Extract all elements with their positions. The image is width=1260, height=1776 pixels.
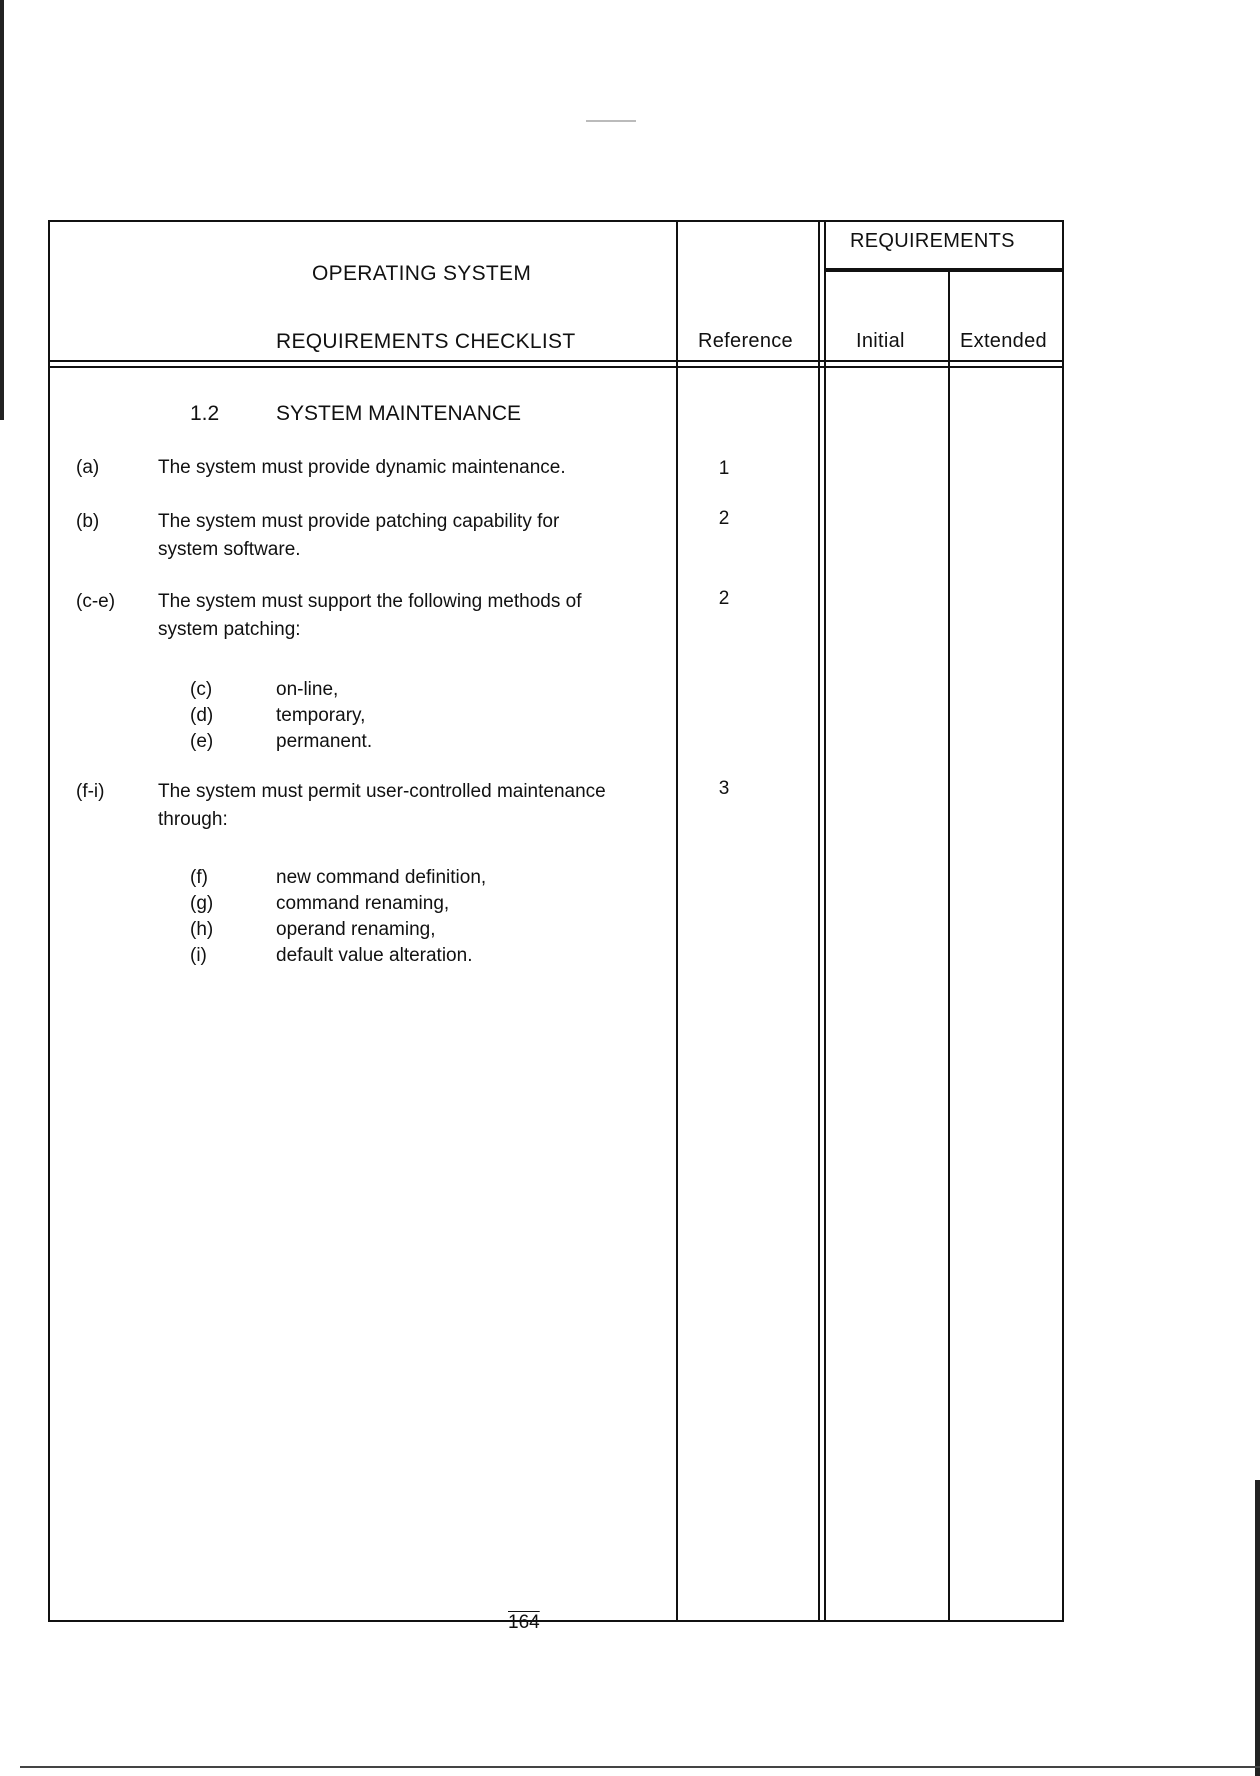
header-bottom-rule-b (50, 366, 1062, 368)
item-text-line: The system must permit user-controlled maintenance (158, 781, 606, 802)
item-label: (f-i) (76, 781, 105, 802)
initial-column-header: Initial (856, 330, 905, 352)
scan-bottom-line (20, 1766, 1260, 1768)
subitem-text: new command definition, (276, 867, 487, 888)
item-text-line: system software. (158, 539, 301, 560)
table-title-line2: REQUIREMENTS CHECKLIST (276, 330, 576, 353)
scan-edge-left (0, 0, 4, 420)
subitem-label: (h) (190, 919, 214, 940)
subitem-text: on-line, (276, 679, 339, 700)
subitem-text: command renaming, (276, 893, 450, 914)
requirements-double-divider-b (824, 222, 826, 1620)
reference-column-header: Reference (698, 330, 793, 352)
item-label: (c-e) (76, 591, 116, 612)
subitem-label: (d) (190, 705, 214, 726)
subitem-text: operand renaming, (276, 919, 436, 940)
header-bottom-rule-a (50, 360, 1062, 362)
item-text-line: The system must support the following methods of (158, 591, 582, 612)
item-label: (a) (76, 457, 100, 478)
item-text-line: system patching: (158, 619, 301, 640)
page-number: 164 (508, 1612, 540, 1633)
requirements-double-divider-a (818, 222, 820, 1620)
item-text-line: The system must provide patching capability for (158, 511, 560, 532)
requirements-checklist-table (48, 220, 1064, 1622)
scan-smudge (586, 120, 636, 122)
subitem-text: temporary, (276, 705, 366, 726)
section-number: 1.2 (190, 402, 220, 425)
extended-column-header: Extended (960, 330, 1047, 352)
subitem-label: (f) (190, 867, 208, 888)
scan-edge-right (1255, 1480, 1260, 1776)
table-title-line1: OPERATING SYSTEM (312, 262, 532, 285)
requirements-group-rule (826, 268, 1062, 272)
reference-column-divider (676, 222, 678, 1620)
item-text-line: through: (158, 809, 228, 830)
subitem-label: (i) (190, 945, 207, 966)
initial-extended-divider (948, 268, 950, 1620)
subitem-text: permanent. (276, 731, 373, 752)
item-label: (b) (76, 511, 100, 532)
subitem-label: (g) (190, 893, 214, 914)
item-reference: 3 (718, 778, 730, 799)
subitem-label: (e) (190, 731, 214, 752)
subitem-text: default value alteration. (276, 945, 473, 966)
section-title: SYSTEM MAINTENANCE (276, 402, 522, 425)
item-text-line: The system must provide dynamic maintenance. (158, 457, 566, 478)
item-reference: 2 (718, 588, 730, 609)
subitem-label: (c) (190, 679, 213, 700)
requirements-group-header: REQUIREMENTS (850, 230, 1015, 252)
item-reference: 1 (718, 458, 730, 479)
item-reference: 2 (718, 508, 730, 529)
